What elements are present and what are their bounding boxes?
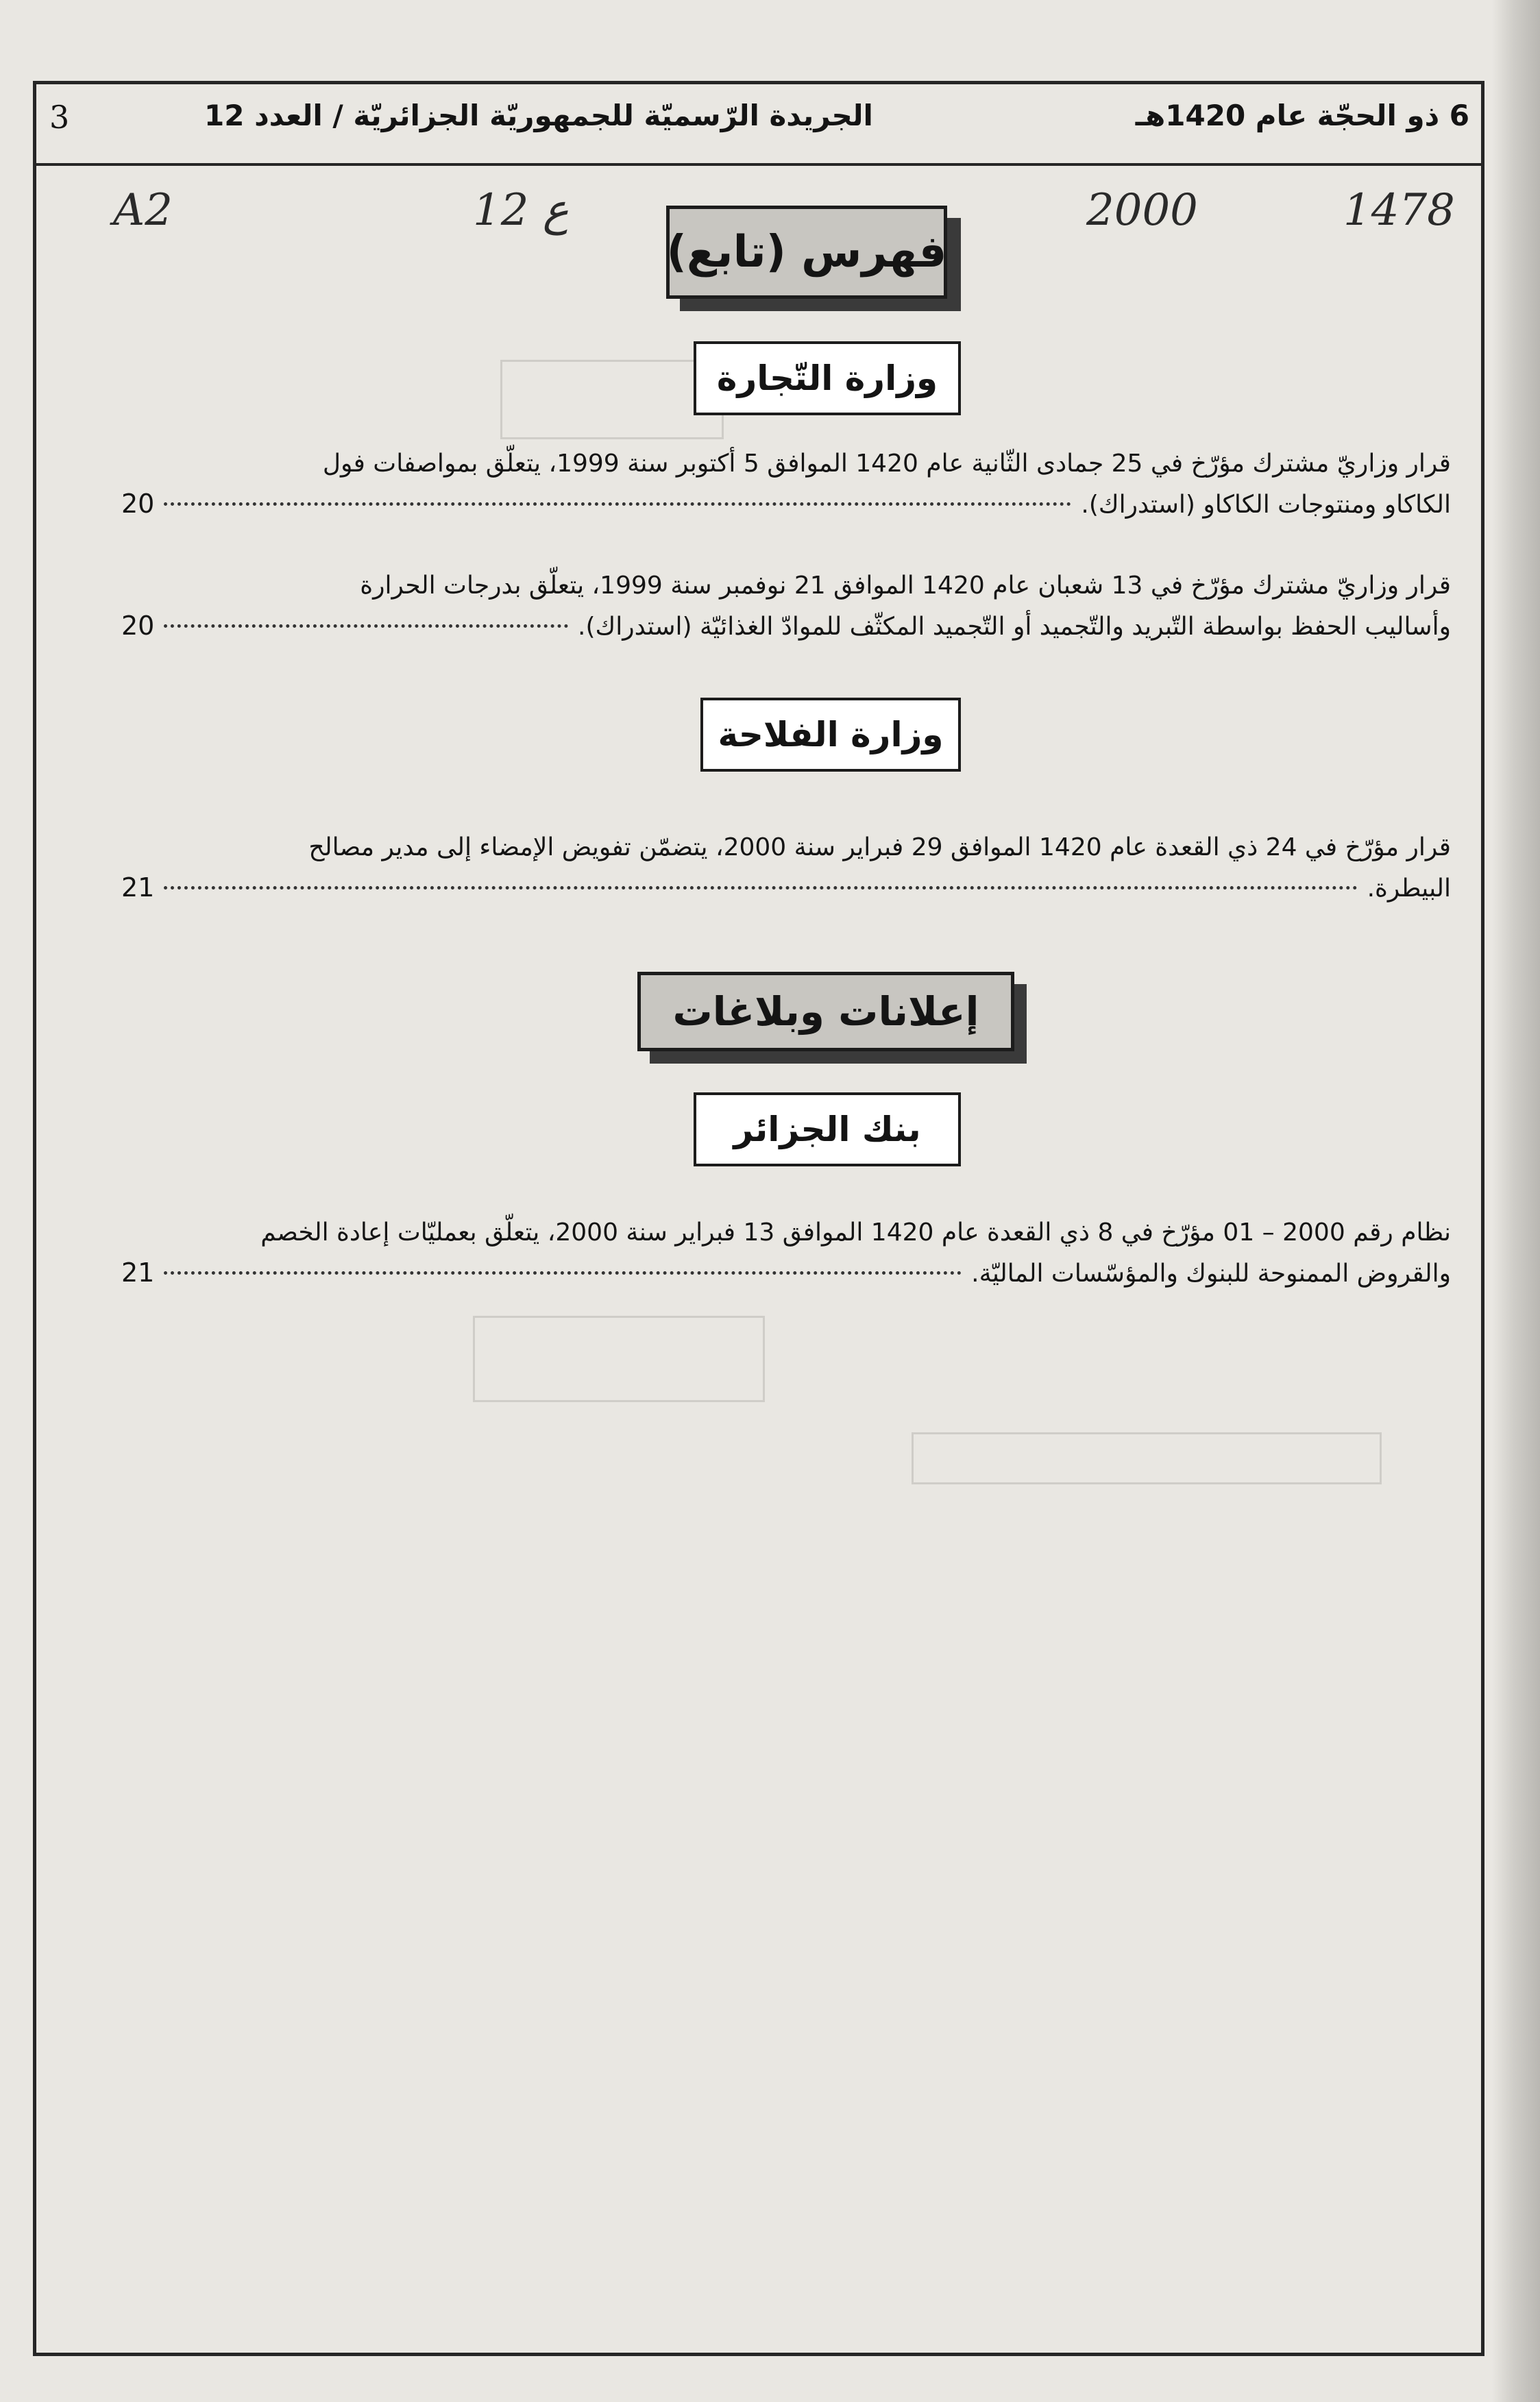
section-title-bank: بنك الجزائر xyxy=(694,1092,961,1166)
handwritten-note: 12 ع xyxy=(473,185,569,236)
announcements-title: إعلانات وبلاغات xyxy=(637,972,1014,1051)
entry-line: قرار وزاريّ مشترك مؤرّخ في 13 شعبان عام 1420 الموافق 21 نوفمبر سنة 1999، يتعلّق بدرجات الحرارة xyxy=(360,572,1451,600)
index-title: فهرس (تابع) xyxy=(666,206,947,299)
dot-leader xyxy=(164,1271,962,1275)
issue-date: 6 ذو الحجّة عام 1420هـ xyxy=(1135,99,1469,132)
section-title-agriculture: وزارة الفلاحة xyxy=(700,698,961,772)
entry-line: الكاكاو ومنتوجات الكاكاو (استدراك). xyxy=(1081,491,1451,519)
entry-line: البيطرة. xyxy=(1367,874,1451,903)
page-ref: 20 xyxy=(121,489,155,519)
page-ref: 21 xyxy=(121,872,155,903)
dot-leader xyxy=(164,886,1357,890)
entry-line: والقروض الممنوحة للبنوك والمؤسّسات الماليّة. xyxy=(971,1260,1451,1288)
handwritten-note: 2000 xyxy=(1086,185,1198,236)
handwritten-note: A2 xyxy=(113,185,173,236)
handwritten-note: 1478 xyxy=(1343,185,1455,236)
page-ref: 21 xyxy=(121,1258,155,1288)
entry-line: قرار وزاريّ مشترك مؤرّخ في 25 جمادى الثّانية عام 1420 الموافق 5 أكتوبر سنة 1999، يتعلّق بمواصفات فول xyxy=(322,450,1451,478)
index-entry xyxy=(121,828,1451,909)
entry-line: قرار مؤرّخ في 24 ذي القعدة عام 1420 الموافق 29 فبراير سنة 2000، يتضمّن تفويض الإمضاء إلى مدير مصالح xyxy=(308,833,1451,861)
dot-leader xyxy=(164,502,1071,506)
page-number: 3 xyxy=(49,99,70,136)
entry-line: نظام رقم 2000 – 01 مؤرّخ في 8 ذي القعدة عام 1420 الموافق 13 فبراير سنة 2000، يتعلّق بعمليّات إعادة الخصم xyxy=(260,1218,1451,1247)
page-ref: 20 xyxy=(121,611,155,641)
index-entry xyxy=(121,566,1451,647)
scan-edge xyxy=(1492,0,1540,2402)
page-header xyxy=(33,81,1484,166)
section-title-commerce: وزارة التّجارة xyxy=(694,341,961,415)
publication-title: الجريدة الرّسميّة للجمهوريّة الجزائريّة / العدد 12 xyxy=(204,99,873,132)
index-entry xyxy=(121,1213,1451,1294)
entry-line: وأساليب الحفظ بواسطة التّبريد والتّجميد أو التّجميد المكثّف للموادّ الغذائيّة (استدراك). xyxy=(578,613,1451,641)
dot-leader xyxy=(164,624,568,628)
index-entry xyxy=(121,444,1451,525)
